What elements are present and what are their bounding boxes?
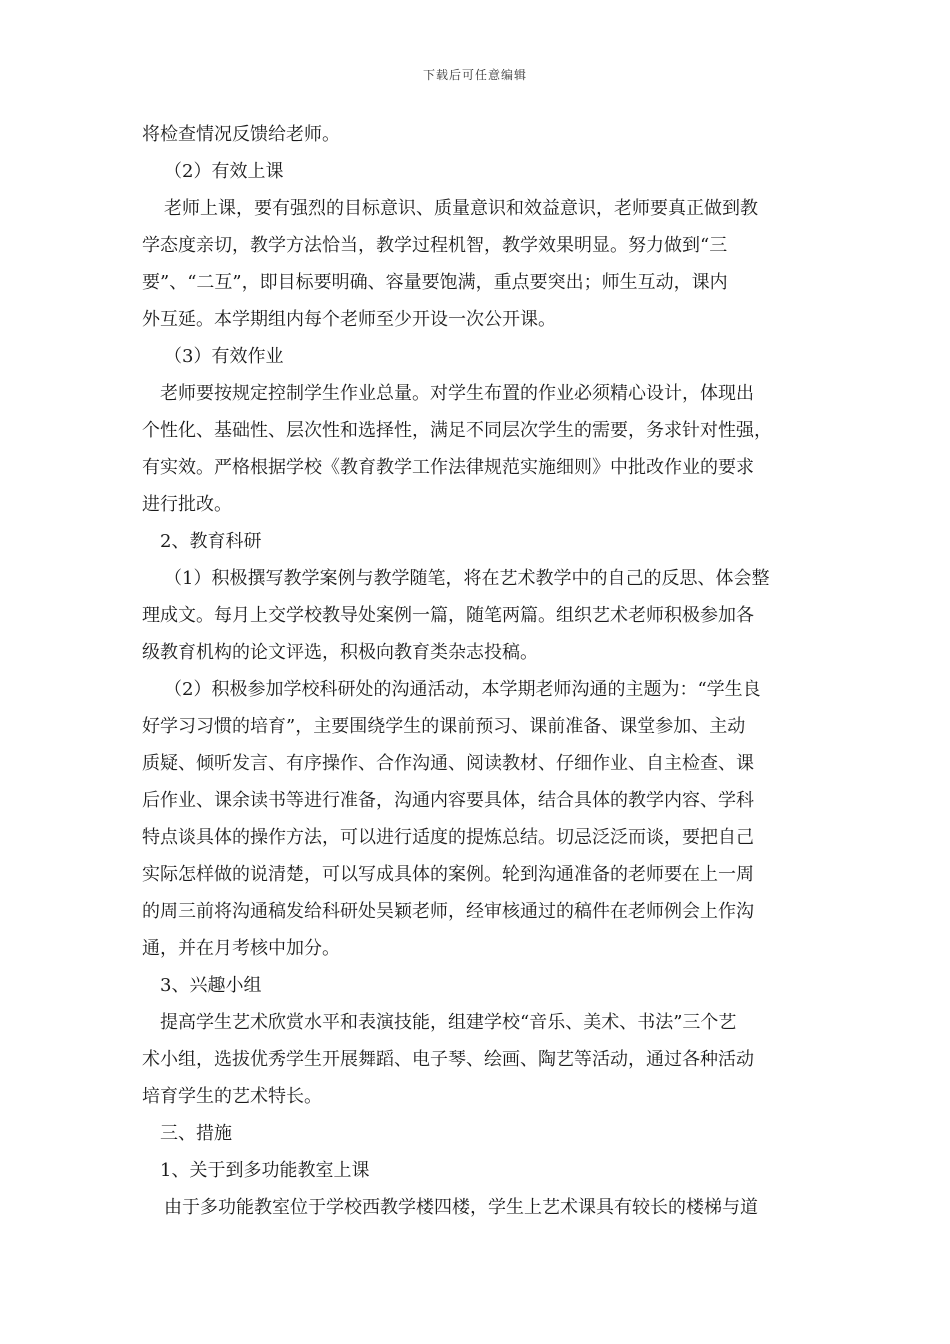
paragraph-line: 个性化、基础性、层次性和选择性，满足不同层次学生的需要，务求针对性强，: [142, 420, 772, 441]
paragraph-line: 由于多功能教室位于学校西教学楼四楼，学生上艺术课具有较长的楼梯与道: [164, 1197, 758, 1218]
paragraph-line: 好学习习惯的培育”，主要围绕学生的课前预习、课前准备、课堂参加、主动: [142, 716, 746, 737]
document-body: [142, 116, 820, 1226]
paragraph-line: 术小组，选拔优秀学生开展舞蹈、电子琴、绘画、陶艺等活动，通过各种活动: [142, 1049, 754, 1070]
subsection-heading: （2）有效上课: [164, 161, 284, 182]
paragraph-line: 质疑、倾听发言、有序操作、合作沟通、阅读教材、仔细作业、自主检查、课: [142, 753, 754, 774]
paragraph-line: 外互延。本学期组内每个老师至少开设一次公开课。: [142, 309, 556, 330]
paragraph-line: 提高学生艺术欣赏水平和表演技能，组建学校“音乐、美术、书法”三个艺: [160, 1012, 737, 1033]
paragraph-line: 培育学生的艺术特长。: [142, 1086, 322, 1107]
paragraph-line: 老师上课，要有强烈的目标意识、质量意识和效益意识，老师要真正做到教: [164, 198, 758, 219]
paragraph-line: 要”、“二互”，即目标要明确、容量要饱满，重点要突出；师生互动，课内: [142, 272, 728, 293]
subsection-heading: （3）有效作业: [164, 346, 284, 367]
paragraph-line: 实际怎样做的说清楚，可以写成具体的案例。轮到沟通准备的老师要在上一周: [142, 864, 754, 885]
paragraph-line: 的周三前将沟通稿发给科研处吴颖老师，经审核通过的稿件在老师例会上作沟: [142, 901, 754, 922]
paragraph-line: 将检查情况反馈给老师。: [142, 124, 340, 145]
paragraph-line: （1）积极撰写教学案例与教学随笔，将在艺术教学中的自己的反思、体会整: [164, 568, 770, 589]
paragraph-line: 后作业、课余读书等进行准备，沟通内容要具体，结合具体的教学内容、学科: [142, 790, 754, 811]
section-heading: 3、兴趣小组: [160, 975, 262, 996]
paragraph-line: 特点谈具体的操作方法，可以进行适度的提炼总结。切忌泛泛而谈，要把自己: [142, 827, 754, 848]
paragraph-line: 通，并在月考核中加分。: [142, 938, 340, 959]
chapter-heading: 三、措施: [160, 1123, 232, 1144]
section-heading: 2、教育科研: [160, 531, 262, 552]
paragraph-line: 老师要按规定控制学生作业总量。对学生布置的作业必须精心设计，体现出: [160, 383, 754, 404]
paragraph-line: 理成文。每月上交学校教导处案例一篇，随笔两篇。组织艺术老师积极参加各: [142, 605, 754, 626]
paragraph-line: 进行批改。: [142, 494, 232, 515]
page-header: 下载后可任意编辑: [422, 68, 527, 82]
paragraph-line: 学态度亲切，教学方法恰当，教学过程机智，教学效果明显。努力做到“三: [142, 235, 728, 256]
paragraph-line: 有实效。严格根据学校《教育教学工作法律规范实施细则》中批改作业的要求: [142, 457, 754, 478]
paragraph-line: （2）积极参加学校科研处的沟通活动，本学期老师沟通的主题为：“学生良: [164, 679, 761, 700]
paragraph-line: 级教育机构的论文评选，积极向教育类杂志投稿。: [142, 642, 538, 663]
section-heading: 1、关于到多功能教室上课: [160, 1160, 370, 1181]
